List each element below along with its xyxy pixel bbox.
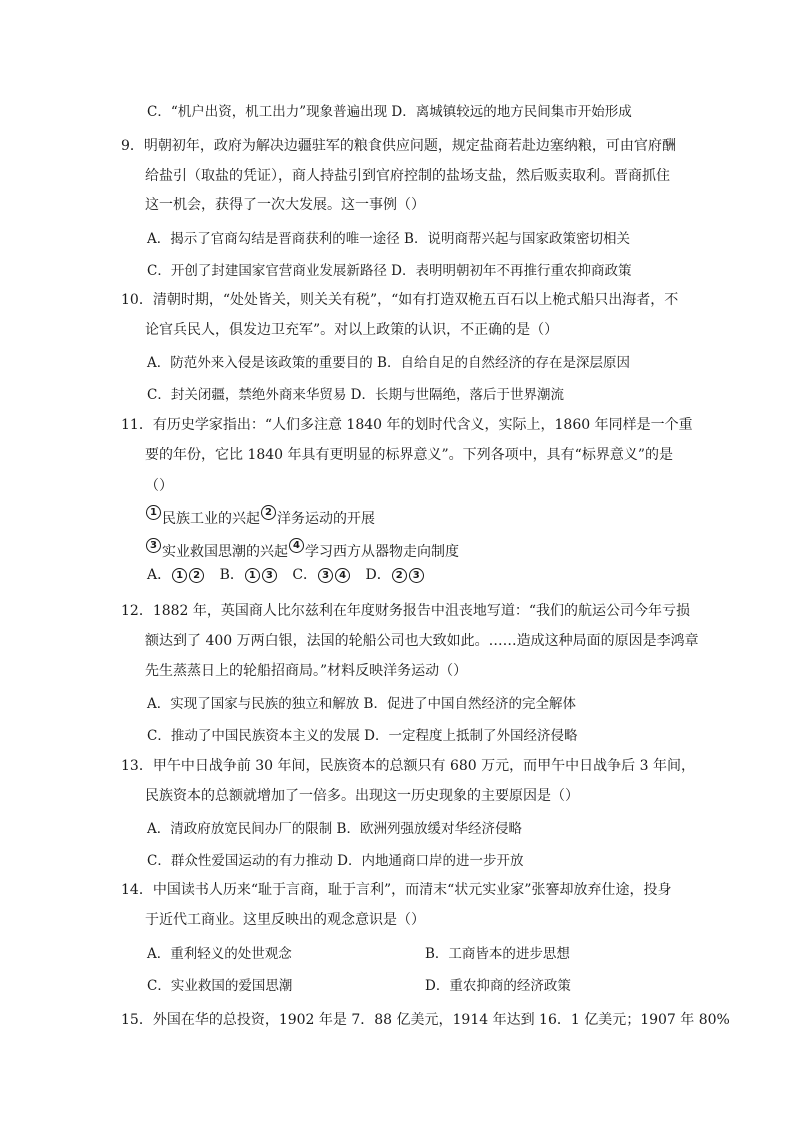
q14-options-row-1	[147, 945, 570, 963]
q10-line: A．防范外来入侵是该政策的重要目的 B．自给自足的自然经济的存在是深层原因	[147, 355, 630, 371]
circled-number-icon: 2	[392, 568, 407, 583]
circled-number-icon: 3	[146, 538, 161, 553]
q15-line: 15．外国在华的总投资，1902 年是 7．88 亿美元，1914 年达到 16．1 亿美元；1907 年 80%	[121, 1012, 730, 1028]
option-letter: B．	[219, 567, 244, 583]
circled-number-icon: 3	[409, 568, 424, 583]
q11-item-text: 学习西方从器物走向制度	[305, 544, 459, 560]
option-letter: C．	[292, 567, 318, 583]
q13-line: 13．甲午中日战争前 30 年间，民族资本的总额只有 680 万元，而甲午中日战争后 3 年间，	[121, 758, 695, 774]
circled-number-icon: 2	[261, 505, 276, 520]
option-letter: D．	[365, 567, 391, 583]
q9-line: 9．明朝初年，政府为解决边疆驻军的粮食供应问题，规定盐商若赴边塞纳粮，可由官府酬	[121, 138, 676, 154]
circled-number-icon: 4	[335, 568, 350, 583]
circled-number-icon: 3	[318, 568, 333, 583]
q9-line: 给盐引（取盐的凭证），商人持盐引到官府控制的盐场支盐，然后贩卖取利。晋商抓住	[145, 168, 670, 184]
option-c: C．实业救国的爱国思潮	[147, 978, 293, 994]
circled-number-icon: 2	[189, 568, 204, 583]
q9-line: A．揭示了官商勾结是晋商获利的唯一途径 B．说明商帮兴起与国家政策密切相关	[147, 231, 630, 247]
q11-item-text: 民族工业的兴起	[162, 511, 260, 527]
q12-line: A．实现了国家与民族的独立和解放 B．促进了中国自然经济的完全解体	[147, 696, 576, 712]
q11-items-row-2	[145, 538, 459, 561]
q11-line: （）	[145, 478, 173, 494]
q14-options-row-2	[147, 977, 571, 995]
circled-number-icon: 1	[245, 568, 260, 583]
q14-line: 于近代工商业。这里反映出的观念意识是（）	[145, 912, 425, 928]
q13-line: 民族资本的总额就增加了一倍多。出现这一历史现象的主要原因是（）	[145, 788, 579, 804]
q9-line: C．开创了封建国家官营商业发展新路径 D．表明明朝初年不再推行重农抑商政策	[147, 263, 632, 279]
circled-number-icon: 4	[289, 538, 304, 553]
option-a: A．重利轻义的处世观念	[147, 946, 292, 962]
circled-number-icon: 1	[146, 505, 161, 520]
q11-items-row-1	[145, 505, 375, 528]
q12-line: C．推动了中国民族资本主义的发展 D．一定程度上抵制了外国经济侵略	[147, 728, 578, 744]
q10-line: 论官兵民人，俱发边卫充军”。对以上政策的认识，不正确的是（）	[145, 322, 559, 338]
q13-line: A．清政府放宽民间办厂的限制 B．欧洲列强放缓对华经济侵略	[147, 821, 522, 837]
option-b: B．工商皆本的进步思想	[425, 946, 570, 962]
circled-number-icon: 3	[262, 568, 277, 583]
q10-line: C．封关闭疆，禁绝外商来华贸易 D．长期与世隔绝，落后于世界潮流	[147, 387, 564, 403]
option-d: D．重农抑商的经济政策	[425, 978, 571, 994]
q14-line: 14．中国读书人历来“耻于言商，耻于言利”，而清末“状元实业家”张謇却放弃仕途，投身	[121, 882, 672, 898]
q11-item-text: 实业救国思潮的兴起	[162, 544, 288, 560]
q13-line: C．群众性爱国运动的有力推动 D．内地通商口岸的进一步开放	[147, 853, 524, 869]
q11-item-text: 洋务运动的开展	[277, 511, 375, 527]
q11-line: 11．有历史学家指出：“人们多注意 1840 年的划时代含义，实际上，1860 年同样是一个重	[121, 417, 693, 433]
q12-line: 12．1882 年，英国商人比尔兹利在年度财务报告中沮丧地写道：“我们的航运公司今年亏损	[121, 603, 691, 619]
circled-number-icon: 1	[172, 568, 187, 583]
option-letter: A．	[147, 567, 172, 583]
q12-line: 额达到了 400 万两白银，法国的轮船公司也大致如此。……造成这种局面的原因是李鸿章	[145, 633, 699, 649]
q11-options	[147, 566, 425, 584]
q12-line: 先生蒸蒸日上的轮船招商局。”材料反映洋务运动（）	[145, 663, 468, 679]
q10-line: 10．清朝时期，“处处皆关，则关关有税”，“如有打造双桅五百石以上桅式船只出海者，不	[121, 292, 679, 308]
q11-line: 要的年份，它比 1840 年具有更明显的标界意义”。下列各项中，具有“标界意义”的是	[145, 447, 673, 463]
q9-line: 这一机会，获得了一次大发展。这一事例（）	[145, 197, 425, 213]
q8-tail-line: C．“机户出资，机工出力”现象普遍出现 D．离城镇较远的地方民间集市开始形成	[147, 104, 632, 120]
